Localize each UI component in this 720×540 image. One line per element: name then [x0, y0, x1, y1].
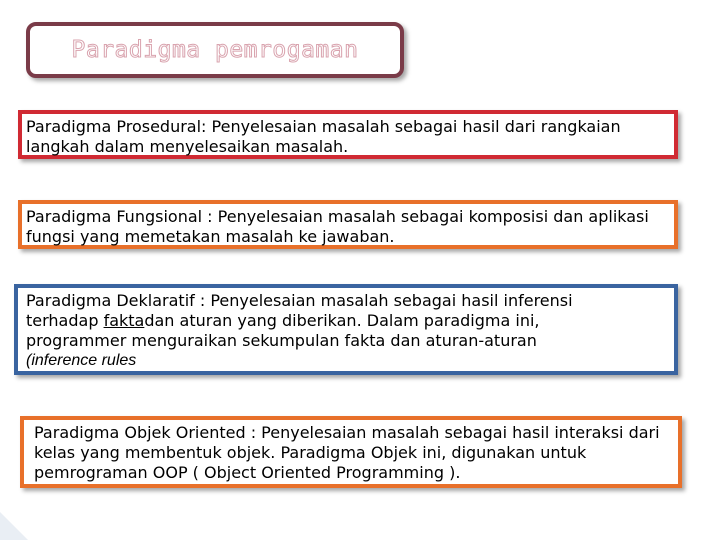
deklaratif-line-2: [26, 311, 666, 331]
fakta-underlined: fakta: [103, 311, 145, 330]
deklaratif-line-2-pre: terhadap: [26, 311, 104, 330]
deklaratif-line-1: Paradigma Deklaratif : Penyelesaian masalah sebagai hasil inferensi: [26, 291, 573, 310]
prosedural-box: [18, 110, 678, 159]
page-title: Paradigma pemrogaman: [71, 37, 359, 63]
objek-oriented-box: [20, 416, 682, 488]
deklaratif-line-2-post: dan aturan yang diberikan. Dalam paradigma ini,: [144, 311, 540, 330]
prosedural-text: Paradigma Prosedural: Penyelesaian masalah sebagai hasil dari rangkaian langkah dalam menyelesaikan masalah.: [26, 117, 621, 156]
corner-decoration: [0, 512, 28, 540]
title-box: [26, 22, 404, 78]
deklaratif-line-3: programmer menguraikan sekumpulan fakta dan aturan-aturan: [26, 331, 537, 350]
fungsional-box: [18, 200, 678, 249]
objek-oriented-text: Paradigma Objek Oriented : Penyelesaian masalah sebagai hasil interaksi dari kelas yang membentuk objek. Paradigma Objek ini, digunakan untuk pemrograman OOP ( Object Oriented Programming ).: [34, 423, 660, 482]
deklaratif-line-4: (inference rules: [26, 352, 137, 369]
deklaratif-box: [14, 284, 678, 375]
fungsional-text: Paradigma Fungsional : Penyelesaian masalah sebagai komposisi dan aplikasi fungsi yang memetakan masalah ke jawaban.: [26, 207, 649, 246]
